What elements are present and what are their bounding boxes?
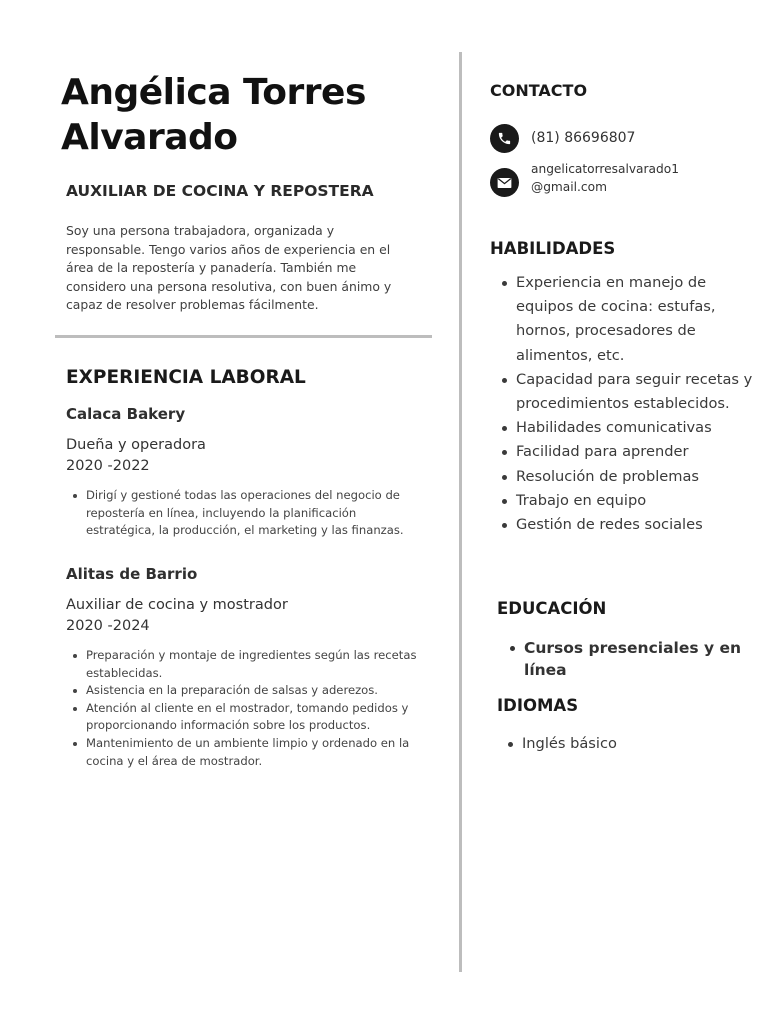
job-entry-1 — [66, 405, 426, 540]
skill-item: Facilidad para aprender — [516, 440, 756, 464]
email-line-2: @gmail.com — [531, 180, 607, 194]
job-bullets — [66, 647, 426, 770]
name-line-2: Alvarado — [61, 117, 238, 158]
job-title: AUXILIAR DE COCINA Y REPOSTERA — [66, 182, 374, 200]
job-entry-2 — [66, 565, 426, 770]
job-company: Calaca Bakery — [66, 405, 186, 423]
education-item: Cursos presenciales y en línea — [524, 637, 744, 681]
skill-item: Capacidad para seguir recetas y procedimientos establecidos. — [516, 368, 756, 416]
job-bullet: Dirigí y gestioné todas las operaciones del negocio de repostería en línea, incluyendo la planificación estratégica, la producción, el marketing y las finanzas. — [86, 487, 426, 540]
skill-item: Trabajo en equipo — [516, 489, 756, 513]
phone-number[interactable]: (81) 86696807 — [531, 130, 636, 146]
profile-summary: Soy una persona trabajadora, organizada y responsable. Tengo varios años de experiencia en el área de la repostería y panadería. También me considero una persona resolutiva, con buen ánimo y capaz de resolver problemas fácilmente. — [66, 223, 392, 312]
experience-heading: EXPERIENCIA LABORAL — [66, 367, 306, 388]
contact-heading: CONTACTO — [490, 81, 588, 100]
skill-item: Gestión de redes sociales — [516, 513, 756, 537]
languages-list — [504, 733, 617, 755]
envelope-icon — [490, 168, 519, 197]
email-address[interactable] — [531, 160, 679, 196]
job-company: Alitas de Barrio — [66, 565, 198, 583]
job-dates: 2020 -2022 — [66, 458, 150, 474]
phone-icon — [490, 124, 519, 153]
education-list — [506, 637, 744, 681]
contact-phone — [490, 124, 635, 153]
job-bullets — [66, 487, 426, 540]
job-bullet: Asistencia en la preparación de salsas y aderezos. — [86, 682, 426, 700]
vertical-divider — [459, 52, 462, 972]
job-position: Auxiliar de cocina y mostrador — [66, 597, 288, 613]
education-heading: EDUCACIÓN — [497, 599, 607, 618]
languages-heading: IDIOMAS — [497, 696, 579, 715]
job-position: Dueña y operadora — [66, 437, 206, 453]
job-bullet: Mantenimiento de un ambiente limpio y ordenado en la cocina y el área de mostrador. — [86, 735, 426, 770]
skill-item: Habilidades comunicativas — [516, 416, 756, 440]
skill-item: Experiencia en manejo de equipos de cocina: estufas, hornos, procesadores de alimentos, etc. — [516, 271, 756, 368]
language-item: Inglés básico — [522, 733, 617, 755]
email-line-1: angelicatorresalvarado1 — [531, 162, 679, 176]
contact-email — [490, 162, 679, 197]
name-line-1: Angélica Torres — [61, 72, 366, 113]
job-bullet: Preparación y montaje de ingredientes según las recetas establecidas. — [86, 647, 426, 682]
skills-list — [498, 271, 756, 537]
candidate-name — [61, 70, 441, 160]
skill-item: Resolución de problemas — [516, 465, 756, 489]
job-bullet: Atención al cliente en el mostrador, tomando pedidos y proporcionando información sobre los productos. — [86, 700, 426, 735]
horizontal-divider — [55, 335, 432, 338]
skills-heading: HABILIDADES — [490, 239, 616, 258]
job-dates: 2020 -2024 — [66, 618, 150, 634]
